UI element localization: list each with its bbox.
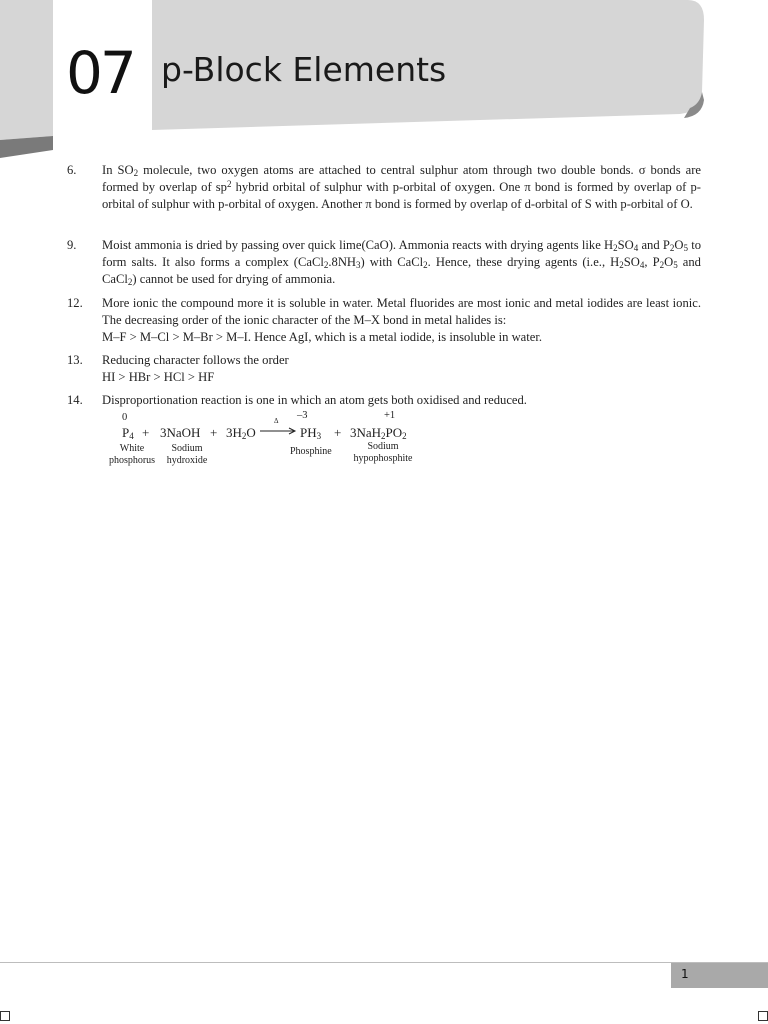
- answer-line: M–F > M–Cl > M–Br > M–I. Hence AgI, which is a metal iodide, is insoluble in water.: [102, 330, 543, 344]
- footer-divider: [0, 962, 768, 963]
- oxidation-state-nah2po2: +1: [384, 410, 396, 421]
- reactant-p4: $P_4$: [122, 425, 134, 441]
- answer-number: 6.: [67, 163, 77, 177]
- answer-13: [67, 352, 701, 386]
- answer-text: Moist ammonia is dried by passing over quick lime(CaO). Ammonia reacts with drying agents like $H_2SO_4$ and $P_2O_5$ to form salts. It also forms a complex $(CaCl_2.8NH_3)$ with CaCl$_2$. Hence, these drying agents (i.e., $H_2SO_4$, $P_2O_5$ and CaCl$_2$) cannot be used for drying of ammonia.: [102, 238, 701, 287]
- label-white-phosphorus: White phosphorus: [108, 443, 156, 466]
- plus-sign: +: [334, 425, 342, 440]
- answer-6: [67, 162, 701, 213]
- answer-line: Reducing character follows the order: [102, 353, 289, 367]
- product-nah2po2: $3NaH_2PO_2$: [350, 425, 407, 441]
- answer-number: 14.: [67, 393, 83, 407]
- label-sodium-hypophosphite: Sodium hypophosphite: [353, 441, 413, 464]
- answer-9: [67, 237, 701, 288]
- oxidation-state-ph3: –3: [297, 410, 308, 421]
- reaction-arrow-icon: [260, 426, 298, 436]
- answer-14: [67, 392, 701, 409]
- crop-mark-left: [0, 1011, 10, 1021]
- disproportionation-equation: [102, 408, 442, 472]
- heat-symbol: Δ: [274, 417, 279, 425]
- answer-number: 9.: [67, 238, 77, 252]
- answer-text: [102, 352, 701, 386]
- oxidation-state-p4: 0: [122, 412, 128, 423]
- plus-sign: +: [210, 425, 218, 440]
- answer-12: [67, 295, 701, 346]
- page-number: 1: [681, 967, 689, 981]
- chapter-number: 07: [66, 39, 134, 107]
- answer-line: More ionic the compound more it is soluble in water. Metal fluorides are most ionic and metal iodides are least ionic. The decreasing order of the ionic character of the M–X bond in metal halides is:: [102, 296, 701, 327]
- reactant-naoh: 3NaOH: [160, 425, 201, 440]
- label-sodium-hydroxide: Sodium hydroxide: [166, 443, 208, 466]
- answer-line: Disproportionation reaction is one in which an atom gets both oxidised and reduced.: [102, 393, 527, 407]
- answer-number: 12.: [67, 296, 83, 310]
- product-ph3: $PH_3$: [300, 425, 322, 441]
- crop-mark-right: [758, 1011, 768, 1021]
- answer-text: [102, 392, 701, 409]
- label-phosphine: Phosphine: [290, 446, 332, 457]
- answer-text: [102, 295, 701, 346]
- plus-sign: +: [142, 425, 150, 440]
- chapter-title: p-Block Elements: [161, 50, 447, 89]
- reactant-water: $3H_2O$: [226, 425, 256, 441]
- answer-number: 13.: [67, 353, 83, 367]
- answer-text: In $SO_2$ molecule, two oxygen atoms are attached to central sulphur atom through two double bonds. σ bonds are formed by overlap of $sp^2$ hybrid orbital of sulphur with p-orbital of oxygen. One π bond is formed by overlap of p-orbital of sulphur with p-orbital of oxygen. Another π bond is formed by overlap of d-orbital of S with p-orbital of O.: [102, 163, 702, 211]
- answer-line: HI > HBr > HCl > HF: [102, 370, 215, 384]
